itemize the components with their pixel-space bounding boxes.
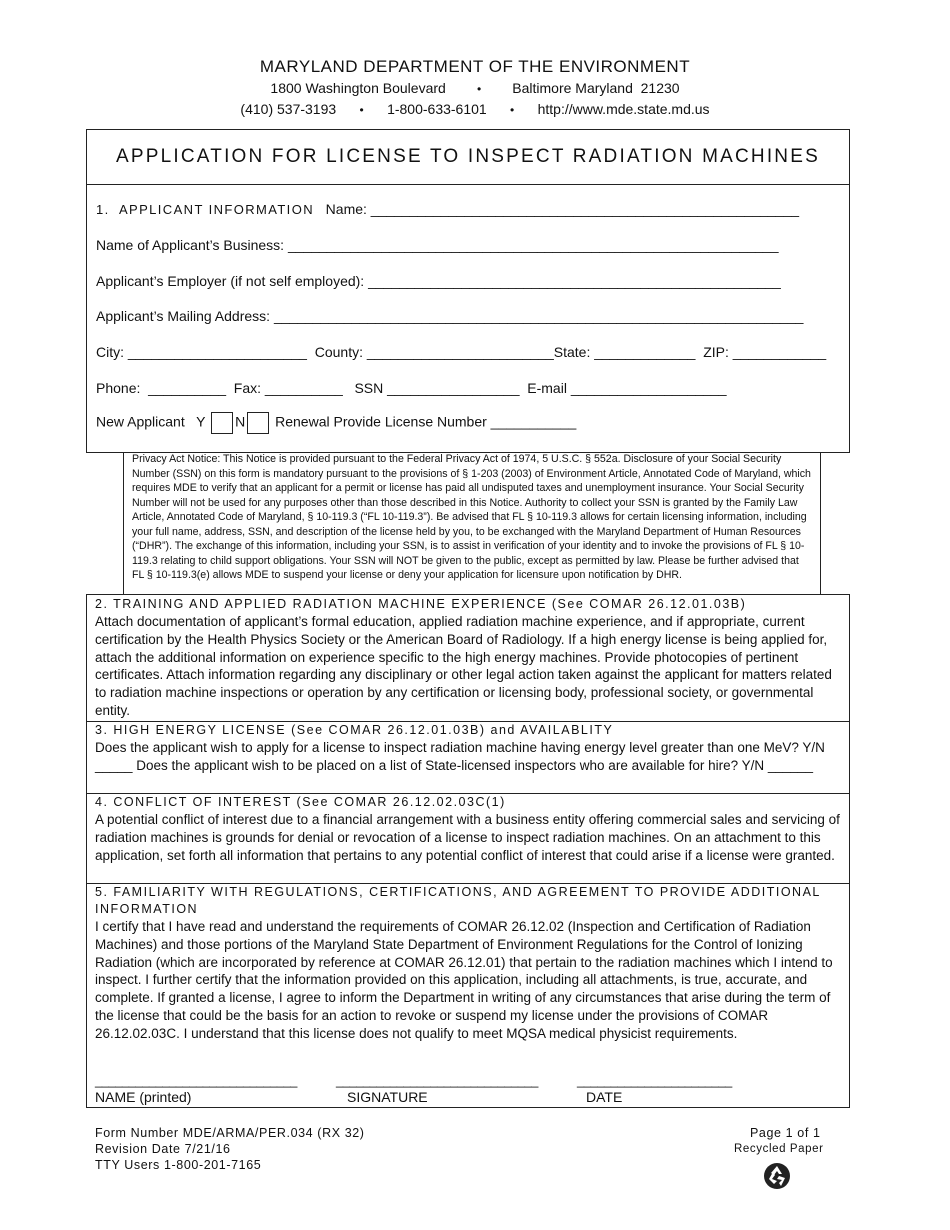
section-2-heading: 2. TRAINING AND APPLIED RADIATION MACHINE EXPERIENCE (See COMAR 26.12.01.03B) bbox=[95, 597, 747, 611]
applicant-name-row bbox=[96, 201, 799, 217]
date-line[interactable]: _______________________ bbox=[577, 1073, 732, 1088]
bullet-icon: • bbox=[359, 103, 364, 117]
signature-label: SIGNATURE bbox=[347, 1089, 428, 1105]
form-number: Form Number MDE/ARMA/PER.034 (RX 32) bbox=[95, 1126, 365, 1140]
page-number: Page 1 of 1 bbox=[750, 1126, 821, 1140]
no-label: N bbox=[235, 413, 246, 430]
privacy-notice-text: Privacy Act Notice: This Notice is provided pursuant to the Federal Privacy Act of 1974, 5 U.S.C. § 552a. Disclosure of your Social Security Number (SSN) on this form is mandatory pursuant to the provisions of § 1-203 (2003) of Environment Article, Annotated Code of Maryland, which requires MDE to verify that an applicant for a permit or license has paid all undisputed taxes and unemployment insurance. Your Social Security Number will not be used for any purposes other than those described in this Notice. Authority to collect your SSN is granted by the Family Law Article, Annotated Code of Maryland, § 10-119.3 (“FL 10-119.3”). Be advised that FL § 10-119.3 allows for certain licensing information, including your full name, address, SSN, and description of the license held by you, to be exchanged with the Maryland Department of Human Resources (“DHR”). The exchange of this information, including your SSN, is to assist in verification of your identity and to invoke the provisions of FL § 10-119.3 relating to child support obligations. Your SSN will NOT be given to the public, except as permitted by law. Please be further advised that FL § 10-119.3(e) allows MDE to suspend your license or deny your application for licensure upon notification by DHR. bbox=[132, 453, 811, 581]
mailing-address-field[interactable]: Applicant’s Mailing Address: ____________________________________________________________________ bbox=[96, 308, 804, 324]
header-address-line bbox=[0, 80, 950, 96]
revision-date: Revision Date 7/21/16 bbox=[95, 1142, 231, 1156]
employer-field[interactable]: Applicant’s Employer (if not self employed): _____________________________________________________ bbox=[96, 273, 781, 289]
section-1-heading: 1. APPLICANT INFORMATION bbox=[96, 202, 314, 217]
tty-number: TTY Users 1-800-201-7165 bbox=[95, 1158, 262, 1172]
phone-fax-ssn-email-row[interactable]: Phone: __________ Fax: __________ SSN _________________ E-mail ____________________ bbox=[96, 380, 727, 396]
section-4-heading: 4. CONFLICT OF INTEREST (See COMAR 26.12.02.03C(1) bbox=[95, 795, 506, 809]
phone-tollfree: 1-800-633-6101 bbox=[387, 101, 487, 117]
business-name-field[interactable]: Name of Applicant’s Business: _______________________________________________________________ bbox=[96, 237, 779, 253]
form-title-box bbox=[86, 129, 850, 185]
section-3-heading: 3. HIGH ENERGY LICENSE (See COMAR 26.12.01.03B) and AVAILABLITY bbox=[95, 723, 614, 737]
signature-line[interactable]: ______________________________ bbox=[336, 1073, 538, 1088]
renewal-license-field[interactable]: Renewal Provide License Number ___________ bbox=[275, 413, 577, 430]
applicant-information-section bbox=[86, 184, 850, 453]
conflict-of-interest-section bbox=[86, 793, 850, 884]
form-title: APPLICATION FOR LICENSE TO INSPECT RADIATION MACHINES bbox=[116, 146, 820, 167]
printed-name-line[interactable]: ______________________________ bbox=[95, 1073, 297, 1088]
yes-checkbox[interactable] bbox=[211, 412, 233, 434]
street-address: 1800 Washington Boulevard bbox=[270, 80, 446, 96]
applicant-name-field[interactable]: Name: _______________________________________________________ bbox=[314, 201, 800, 217]
recycle-icon bbox=[763, 1162, 791, 1190]
bullet-icon: • bbox=[476, 82, 482, 96]
header-contact-line bbox=[0, 101, 950, 117]
no-checkbox[interactable] bbox=[247, 412, 269, 434]
printed-name-label: NAME (printed) bbox=[95, 1089, 192, 1105]
city-county-state-zip-row[interactable]: City: _______________________ County: ________________________State: _____________ ZIP: ____________ bbox=[96, 344, 827, 360]
new-or-renewal-row bbox=[96, 412, 576, 434]
section-3-body[interactable]: Does the applicant wish to apply for a license to inspect radiation machine having energy level greater than one MeV? Y/N _____ Does the applicant wish to be placed on a list of State-licensed inspectors who are available for hire? Y/N ______ bbox=[95, 740, 825, 773]
recycled-paper-label: Recycled Paper bbox=[734, 1143, 824, 1155]
section-5-body: I certify that I have read and understand the requirements of COMAR 26.12.02 (Inspection and Certification of Radiation Machines) and those portions of the Maryland State Department of Environment Regulations for the Control of Ionizing Radiation (which are incorporated by reference at COMAR 26.12.01) that pertain to the radiation machines which I intend to inspect. I further certify that the information provided on this application, including all attachments, is true, accurate, and complete. If granted a license, I agree to inform the Department in writing of any circumstances that arise during the term of the license that could be the basis for an action to revoke or suspend my license under the provisions of COMAR 26.12.02.03C. I understand that this license does not qualify to meet MQSA medical physicist requirements. bbox=[95, 919, 833, 1041]
bullet-icon: • bbox=[510, 103, 515, 117]
phone-local: (410) 537-3193 bbox=[240, 101, 337, 117]
section-4-body: A potential conflict of interest due to a financial arrangement with a business entity offering commercial sales and servicing of radiation machines is grounds for denial or revocation of a license to inspect radiation machines. On an attachment to this application, set forth all information that pertains to any potential conflict of interest that could arise if a license were granted. bbox=[95, 812, 840, 863]
department-name: MARYLAND DEPARTMENT OF THE ENVIRONMENT bbox=[259, 57, 691, 76]
high-energy-license-section bbox=[86, 721, 850, 794]
city-state-zip: Baltimore Maryland 21230 bbox=[512, 80, 680, 96]
training-experience-section bbox=[86, 594, 850, 722]
section-2-body: Attach documentation of applicant’s formal education, applied radiation machine experience, and if appropriate, current certification by the Health Physics Society or the American Board of Radiology. If a high energy license is being applied for, attach the additional information on experience specific to the high energy machines. Provide photocopies of pertinent certificates. Attach information regarding any disciplinary or other legal action taken against the applicant for matters related to radiation machine inspections or operation by any certification or licensing body, professional society, or governmental entity. bbox=[95, 614, 832, 718]
privacy-act-notice bbox=[123, 452, 821, 595]
new-applicant-label: New Applicant Y bbox=[96, 413, 206, 430]
date-label: DATE bbox=[586, 1089, 623, 1105]
section-5-heading: 5. FAMILIARITY WITH REGULATIONS, CERTIFICATIONS, AND AGREEMENT TO PROVIDE ADDITIONAL INFORMATION bbox=[95, 885, 821, 916]
website[interactable]: http://www.mde.state.md.us bbox=[537, 101, 710, 117]
